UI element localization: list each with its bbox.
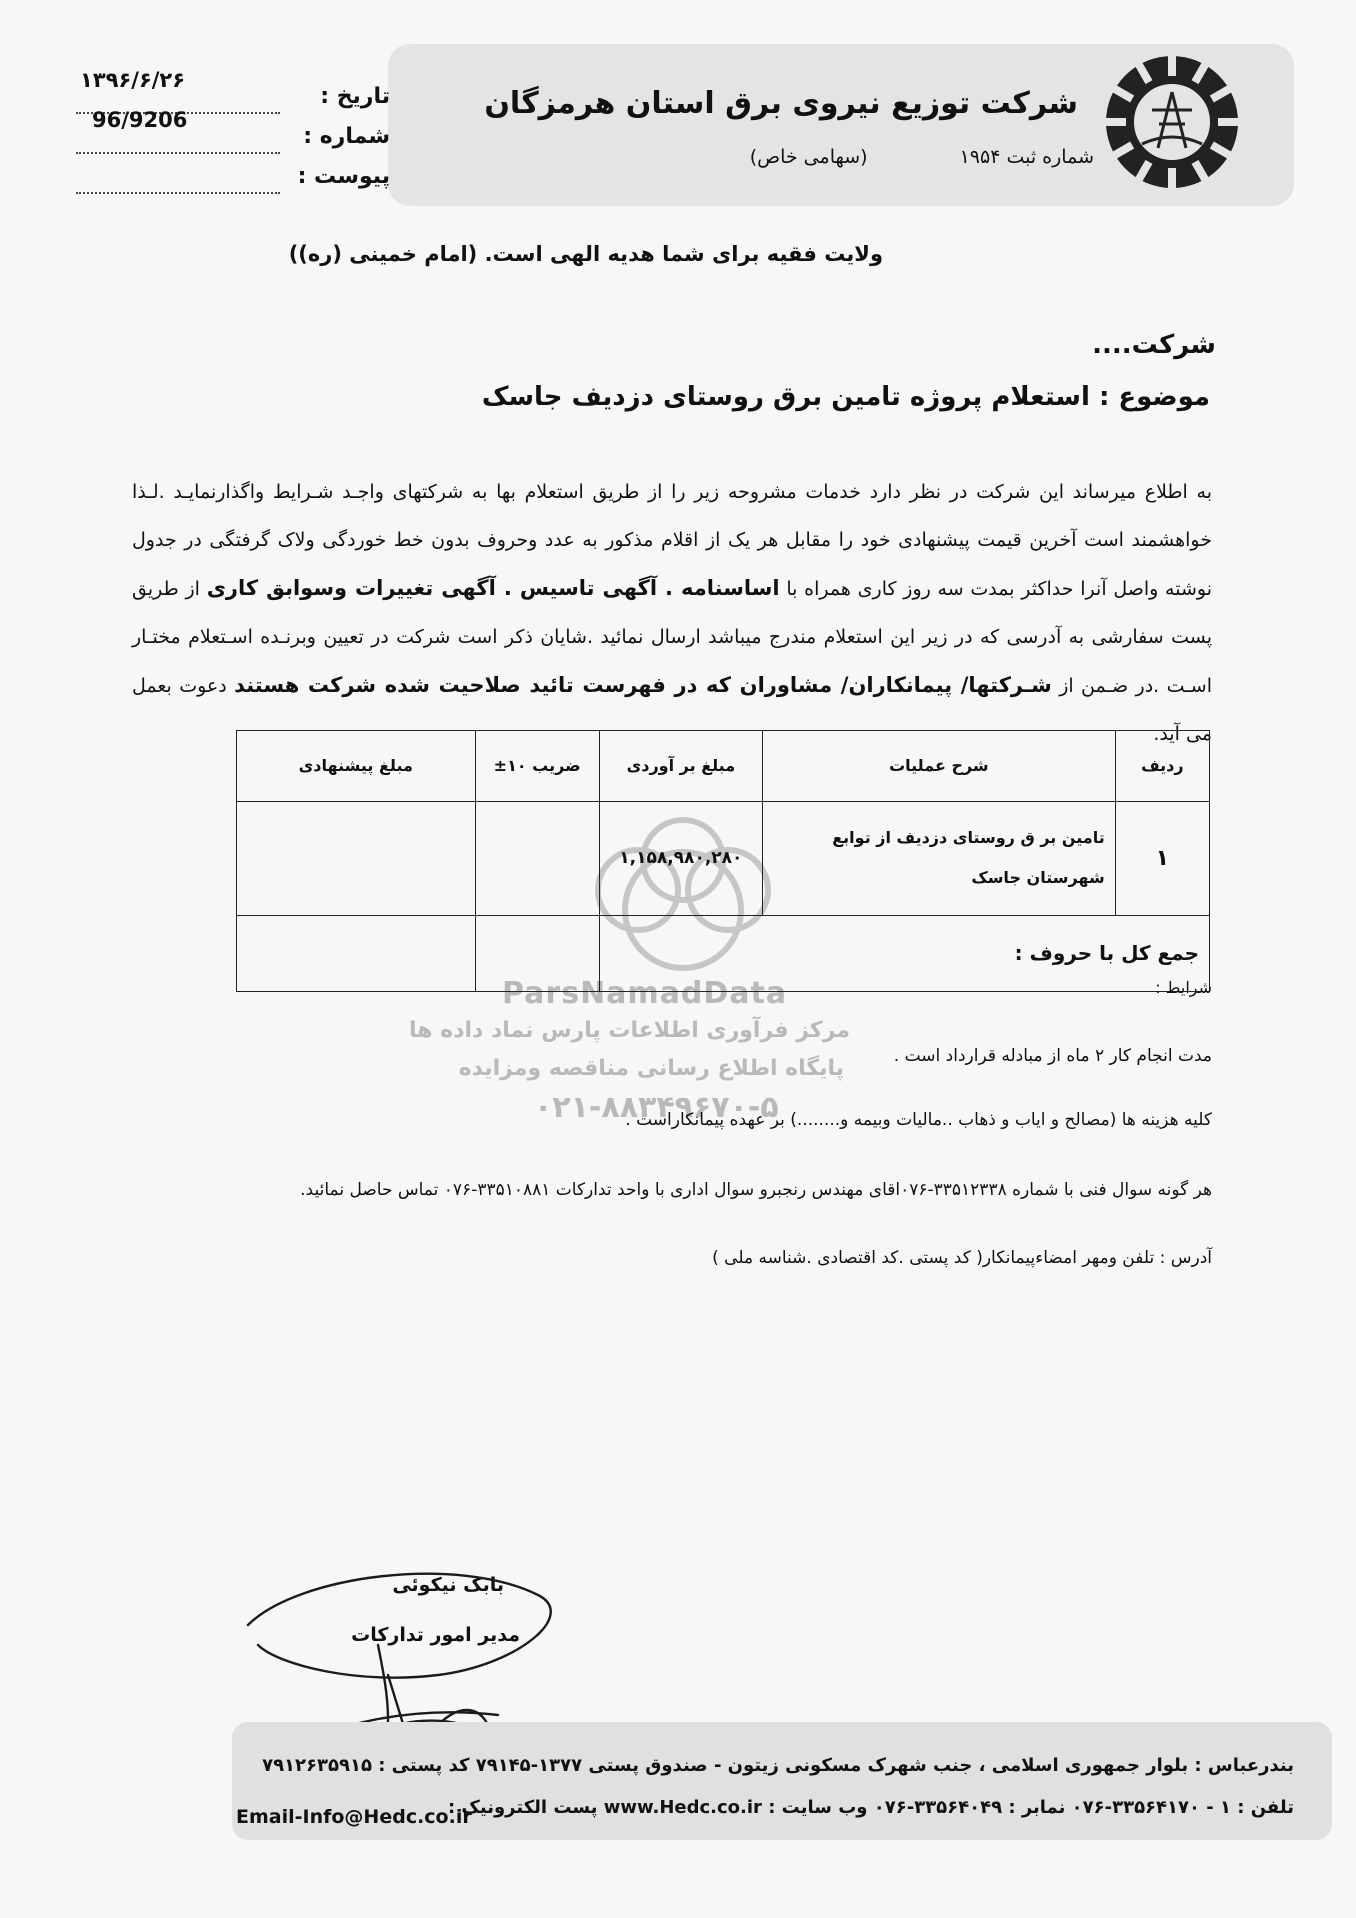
subject-line: موضوع : استعلام پروژه تامین برق روستای دزدیف جاسک (481, 382, 1210, 412)
footer-email[interactable]: Email-Info@Hedc.co.ir (236, 1806, 472, 1828)
number-label: شماره : (303, 124, 390, 149)
number-field (70, 108, 390, 158)
body-eligible-parties: شـرکتها/ پیمانکاران/ مشاوران که در فهرست تائید صلاحیت شده شرکت هستند (234, 673, 1052, 697)
signatory-name: بابک نیکوئی (392, 1574, 504, 1596)
registration-number: شماره ثبت ۱۹۵۴ (959, 146, 1094, 168)
attachment-dots (76, 192, 280, 194)
company-name: شرکت توزیع نیروی برق استان هرمزگان (484, 86, 1078, 121)
row-number: ۱ (1115, 801, 1209, 915)
row-coefficient[interactable] (475, 801, 599, 915)
total-amount[interactable] (237, 915, 476, 991)
row-description: تامین بر ق روستای دزدیف از توابع شهرستان جاسک (763, 801, 1116, 915)
header-estimate: مبلغ بر آوردی (599, 731, 762, 802)
number-dots (76, 152, 280, 154)
company-logo-icon (1092, 40, 1252, 205)
conditions-label: شرایط : (1155, 978, 1212, 997)
condition-contact: هر گونه سوال فنی با شماره ۳۳۵۱۲۳۳۸-۰۷۶اقای مهندس رنجبرو سوال اداری با واحد تدارکات ۳۳۵۱۰۸۸۱-۰۷۶ تماس حاصل نمائید. (300, 1180, 1212, 1200)
total-coefficient[interactable] (475, 915, 599, 991)
body-required-docs: اساسنامه . آگهی تاسیس . آگهی تغییرات وسوابق کاری (206, 576, 780, 600)
header-row-number: ردیف (1115, 731, 1209, 802)
registration-line (750, 146, 1094, 168)
footer-address: بندرعباس : بلوار جمهوری اسلامی ، جنب شهرک مسکونی زیتون - صندوق پستی ۱۳۷۷-۷۹۱۴۵ کد پستی : ۷۹۱۲۶۳۵۹۱۵ (262, 1755, 1294, 1776)
table-header-row (237, 731, 1210, 802)
body-text-2: از طریق پست سفارشی به آدرسی که در زیر این استعلام مندرج میباشد ارسال نمائید .شایان ذکر است شرکت در تعیین وبرنـده اسـتعلام مختـار اسـت .در ضـمن از (132, 578, 1212, 697)
total-row (237, 915, 1210, 991)
header-proposed-amount: مبلغ پیشنهادی (237, 731, 476, 802)
date-label: تاریخ : (320, 84, 390, 109)
body-text-1: به اطلاع میرساند این شرکت در نظر دارد خدمات مشروحه زیر را از طریق استعلام بها به شرکتهای واجـد شـرایط واگذارنمایـد .لـذا خواهشمند است آخرین قیمت پیشنهادی خود را مقابل هر یک از اقلام مذکور به عدد وحروف بدون خط خوردگی ولاک گرفتگی در جدول نوشته واصل آنرا حداکثر بمدت سه روز کاری همراه با (132, 481, 1212, 600)
table-row (237, 801, 1210, 915)
price-inquiry-table (236, 730, 1210, 992)
body-paragraph (132, 468, 1212, 758)
date-value: ۱۳۹۶/۶/۲۶ (80, 68, 186, 92)
condition-address: آدرس : تلفن ومهر امضاءپیمانکار( کد پستی .کد اقتصادی .شناسه ملی ) (712, 1248, 1212, 1268)
attachment-field (70, 164, 390, 198)
addressee: شرکت.... (1092, 330, 1216, 360)
row-estimate: ۱,۱۵۸,۹۸۰,۲۸۰ (599, 801, 762, 915)
company-type: (سهامی خاص) (749, 146, 868, 168)
total-in-words-label: جمع کل با حروف : (599, 915, 1209, 991)
header-description: شرح عملیات (763, 731, 1116, 802)
condition-costs: کلیه هزینه ها (مصالح و اياب و ذهاب ..ماليات وبيمه و........) بر عهده پیمانکاراست . (625, 1110, 1212, 1130)
row-proposed-amount[interactable] (237, 801, 476, 915)
body-text-3: دعوت بعمل می آید. (132, 675, 1212, 745)
watermark-line-1: مرکز فرآوری اطلاعات پارس نماد داده ها (409, 1018, 850, 1043)
watermark-brand: ParsNamadData (502, 976, 788, 1011)
condition-duration: مدت انجام کار ۲ ماه از مبادله قرارداد است . (893, 1046, 1212, 1066)
attachment-label: پیوست : (297, 164, 390, 189)
signatory-title: مدیر امور تدارکات (351, 1624, 520, 1646)
watermark-line-2: پایگاه اطلاع رسانی مناقصه ومزایده (458, 1056, 844, 1081)
watermark-phone: ۰۲۱-۸۸۳۴۹۶۷۰-۵ (534, 1090, 779, 1125)
letter-body (132, 468, 1212, 758)
header-coefficient: ضریب ۱۰± (475, 731, 599, 802)
motto: ولایت فقیه برای شما هدیه الهی است. (امام خمینی (ره)) (288, 242, 883, 266)
number-value: 96/9206 (92, 108, 188, 132)
footer-contacts: تلفن : ۱ - ۳۳۵۶۴۱۷۰-۰۷۶ نمابر : ۳۳۵۶۴۰۴۹-۰۷۶ وب سایت : www.Hedc.co.ir پست الکترونیک : (447, 1797, 1294, 1818)
